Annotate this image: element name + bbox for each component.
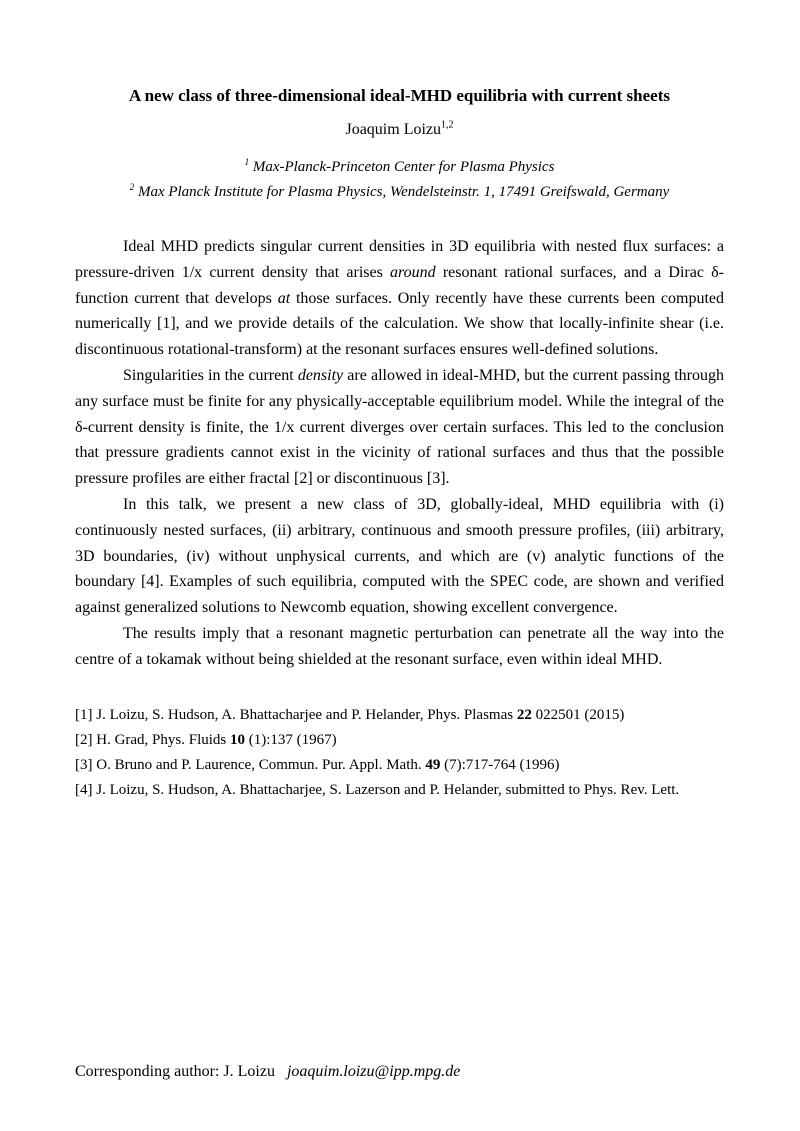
paper-title: A new class of three-dimensional ideal-MHD equilibria with current sheets (129, 86, 670, 105)
affiliation-1-text: Max-Planck-Princeton Center for Plasma Physics (249, 159, 555, 175)
author-superscript: 1,2 (441, 119, 454, 131)
corresponding-author-label: Corresponding author: J. Loizu (75, 1063, 275, 1080)
corresponding-author-line (75, 1061, 460, 1083)
corresponding-author-email: joaquim.loizu@ipp.mpg.de (286, 1063, 461, 1080)
abstract-paragraph-1: Ideal MHD predicts singular current densities in 3D equilibria with nested flux surfaces: a pressure-driven 1/x current density that arises around resonant rational surfaces, and a Dirac δ-function current that develops at those surfaces. Only recently have these currents been computed numerically [1], and we provide details of the calculation. We show that locally-infinite shear (i.e. discontinuous rotational-transform) at the resonant surfaces ensures well-defined solutions. (75, 238, 724, 359)
abstract-paragraph-4: The results imply that a resonant magnetic perturbation can penetrate all the way into the centre of a tokamak without being shielded at the resonant surface, even within ideal MHD. (75, 624, 724, 668)
reference-2: [2] H. Grad, Phys. Fluids 10 (1):137 (1967) (75, 731, 337, 748)
affiliation-2-superscript: 2 (129, 182, 135, 192)
affiliation-1-superscript: 1 (244, 157, 250, 167)
reference-3: [3] O. Bruno and P. Laurence, Commun. Pur. Appl. Math. 49 (7):717-764 (1996) (75, 757, 560, 774)
author-name: Joaquim Loizu (345, 121, 442, 138)
reference-list (75, 703, 724, 804)
author-line (75, 119, 724, 140)
affiliation-1 (75, 157, 724, 177)
abstract-body (75, 234, 724, 673)
affiliation-2 (75, 182, 724, 202)
reference-1: [1] J. Loizu, S. Hudson, A. Bhattacharjee and P. Helander, Phys. Plasmas 22 022501 (2015) (75, 706, 625, 723)
affiliation-2-text: Max Planck Institute for Plasma Physics, Wendelsteinstr. 1, 17491 Greifswald, Germany (134, 184, 670, 200)
reference-4: [4] J. Loizu, S. Hudson, A. Bhattacharjee, S. Lazerson and P. Helander, submitted to Phys. Rev. Lett. (75, 782, 680, 799)
abstract-paragraph-2: Singularities in the current density are allowed in ideal-MHD, but the current passing through any surface must be finite for any physically-acceptable equilibrium model. While the integral of the δ-current density is finite, the 1/x current diverges over certain surfaces. This led to the conclusion that pressure gradients cannot exist in the vicinity of rational surfaces and thus that the possible pressure profiles are either fractal [2] or discontinuous [3]. (75, 366, 724, 488)
abstract-paragraph-3: In this talk, we present a new class of 3D, globally-ideal, MHD equilibria with (i) continuously nested surfaces, (ii) arbitrary, continuous and smooth pressure profiles, (iii) arbitrary, 3D boundaries, (iv) without unphysical currents, and which are (v) analytic functions of the boundary [4]. Examples of such equilibria, computed with the SPEC code, are shown and verified against generalized solutions to Newcomb equation, showing excellent convergence. (75, 495, 724, 617)
